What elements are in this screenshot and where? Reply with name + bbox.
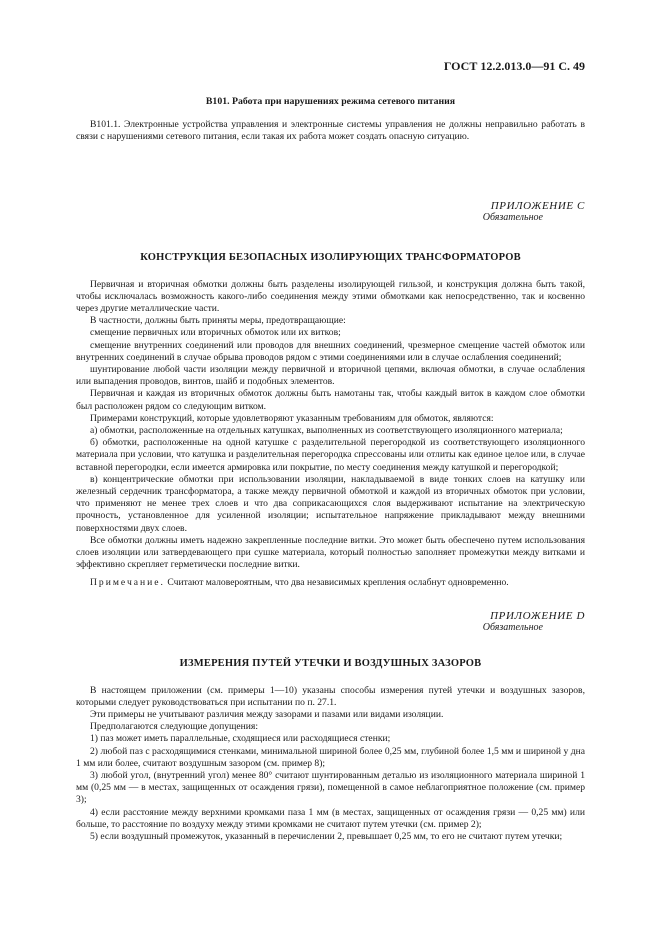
paragraph: смещение внутренних соединений или проводов для внешних соединений, чрезмерное смещение частей обмоток или внутренних соединений в случае обрыва проводов рядом с этими соединениями или в случае ослабления соединений; [76, 339, 585, 363]
appendix-c [76, 200, 585, 590]
note-label: Примечание. [90, 577, 165, 589]
appendix-d-label: ПРИЛОЖЕНИЕ D [490, 610, 585, 622]
paragraph: б) обмотки, расположенные на одной катушке с разделительной перегородкой из соответствующего изоляционного материала при условии, что катушка и разделительная перегородка спрессованы или отлиты как единое целое или, в случае вставной перегородки, если имеется армировка или покрытие, по месту соединения между катушкой и перегородкой; [76, 437, 585, 473]
note [76, 577, 585, 589]
appendix-c-status: Обязательное [482, 212, 543, 224]
appendix-d-status: Обязательное [482, 622, 543, 634]
appendix-d [76, 610, 585, 843]
paragraph: Первичная и каждая из вторичных обмоток должны быть намотаны так, чтобы каждый виток в каждом слое обмотки был расположен рядом со следующим витком. [76, 388, 585, 412]
paragraph: 1) паз может иметь параллельные, сходящиеся или расходящиеся стенки; [90, 733, 391, 745]
paragraph: Все обмотки должны иметь надежно закрепленные последние витки. Это может быть обеспечено путем использования слоев изоляции или затвердевающего при сушке материала, который полностью заполняет промежутки между витками и эффективно скрепляет герметически последние витки. [76, 534, 585, 571]
paragraph: Примерами конструкций, которые удовлетворяют указанным требованиям для обмоток, являются: [90, 412, 494, 424]
paragraph: 2) любой паз с расходящимися стенками, минимальной шириной более 0,25 мм, глубиной более 1,5 мм и шириной у дна 1 мм или более, считают воздушным зазором (см. пример 8); [76, 745, 585, 769]
section-title-b101: В101. Работа при нарушениях режима сетевого питания [205, 96, 456, 107]
section-b101 [76, 96, 585, 144]
paragraph: В частности, должны быть приняты меры, предотвращающие: [90, 315, 346, 327]
paragraph: Предполагаются следующие допущения: [90, 721, 259, 733]
paragraph: 4) если расстояние между верхними кромками паза 1 мм (в местах, защищенных от осаждения грязи — 0,25 мм) или больше, то расстояние по воздуху между этими кромками не считают путем утечки (см. пример 2); [76, 806, 585, 830]
appendix-c-body [76, 279, 585, 590]
appendix-d-title: ИЗМЕРЕНИЯ ПУТЕЙ УТЕЧКИ И ВОЗДУШНЫХ ЗАЗОРОВ [179, 658, 482, 670]
paragraph-b101-1: В101.1. Электронные устройства управления и электронные системы управления не должны неправильно работать в связи с нарушениями сетевого питания, если такая их работа может создать опасную ситуацию. [76, 119, 585, 143]
paragraph: Первичная и вторичная обмотки должны быть разделены изолирующей гильзой, и конструкция должна быть такой, чтобы исключалась возможность какого-либо соединения между этими обмотками как непосредственно, так и косвенно через другие металлические части. [76, 278, 585, 315]
appendix-d-body [76, 685, 585, 844]
paragraph: в) концентрические обмотки при использовании изоляции, накладываемой в виде тонких слоев на катушку или железный сердечник трансформатора, а также между первичной обмоткой и каждой из вторичных обмоток при условии, что применяют не менее трех слоев и что два соприкасающихся слоя выдерживают испытание на электрическую прочность, установленное для усиленной изоляции; испытательное напряжение прикладывают между внешними поверхностями двух слоев. [76, 473, 585, 534]
paragraph: смещение первичных или вторичных обмоток или их витков; [90, 327, 341, 339]
paragraph: шунтирование любой части изоляции между первичной и вторичной цепями, включая обмотки, в случае ослабления или выпадения проводов, винтов, шайб и подобных элементов. [76, 364, 585, 388]
paragraph: 5) если воздушный промежуток, указанный в перечислении 2, превышает 0,25 мм, то его не считают путем утечки; [90, 831, 563, 843]
appendix-c-title: КОНСТРУКЦИЯ БЕЗОПАСНЫХ ИЗОЛИРУЮЩИХ ТРАНСФОРМАТОРОВ [140, 252, 521, 264]
paragraph: 3) любой угол, (внутренний угол) менее 80° считают шунтированным деталью из изоляционного материала шириной 1 мм (0,25 мм — в местах, защищенных от осаждения грязи), помещенной в самое неблагоприятное положение (см. пример 3); [76, 770, 585, 806]
paragraph: Эти примеры не учитывают различия между зазорами и пазами или видами изоляции. [90, 709, 444, 721]
paragraph: В настоящем приложении (см. примеры 1—10) указаны способы измерения путей утечки и воздушных зазоров, которыми следует руководствоваться при испытании по п. 27.1. [76, 684, 585, 708]
note-text: Считают маловероятным, что два независимых крепления ослабнут одновременно. [164, 577, 509, 589]
page-header: ГОСТ 12.2.013.0—91 С. 49 [443, 59, 585, 73]
appendix-c-label: ПРИЛОЖЕНИЕ С [490, 200, 585, 212]
paragraph: а) обмотки, расположенные на отдельных катушках, выполненных из соответствующего изоляционного материала; [90, 425, 563, 437]
